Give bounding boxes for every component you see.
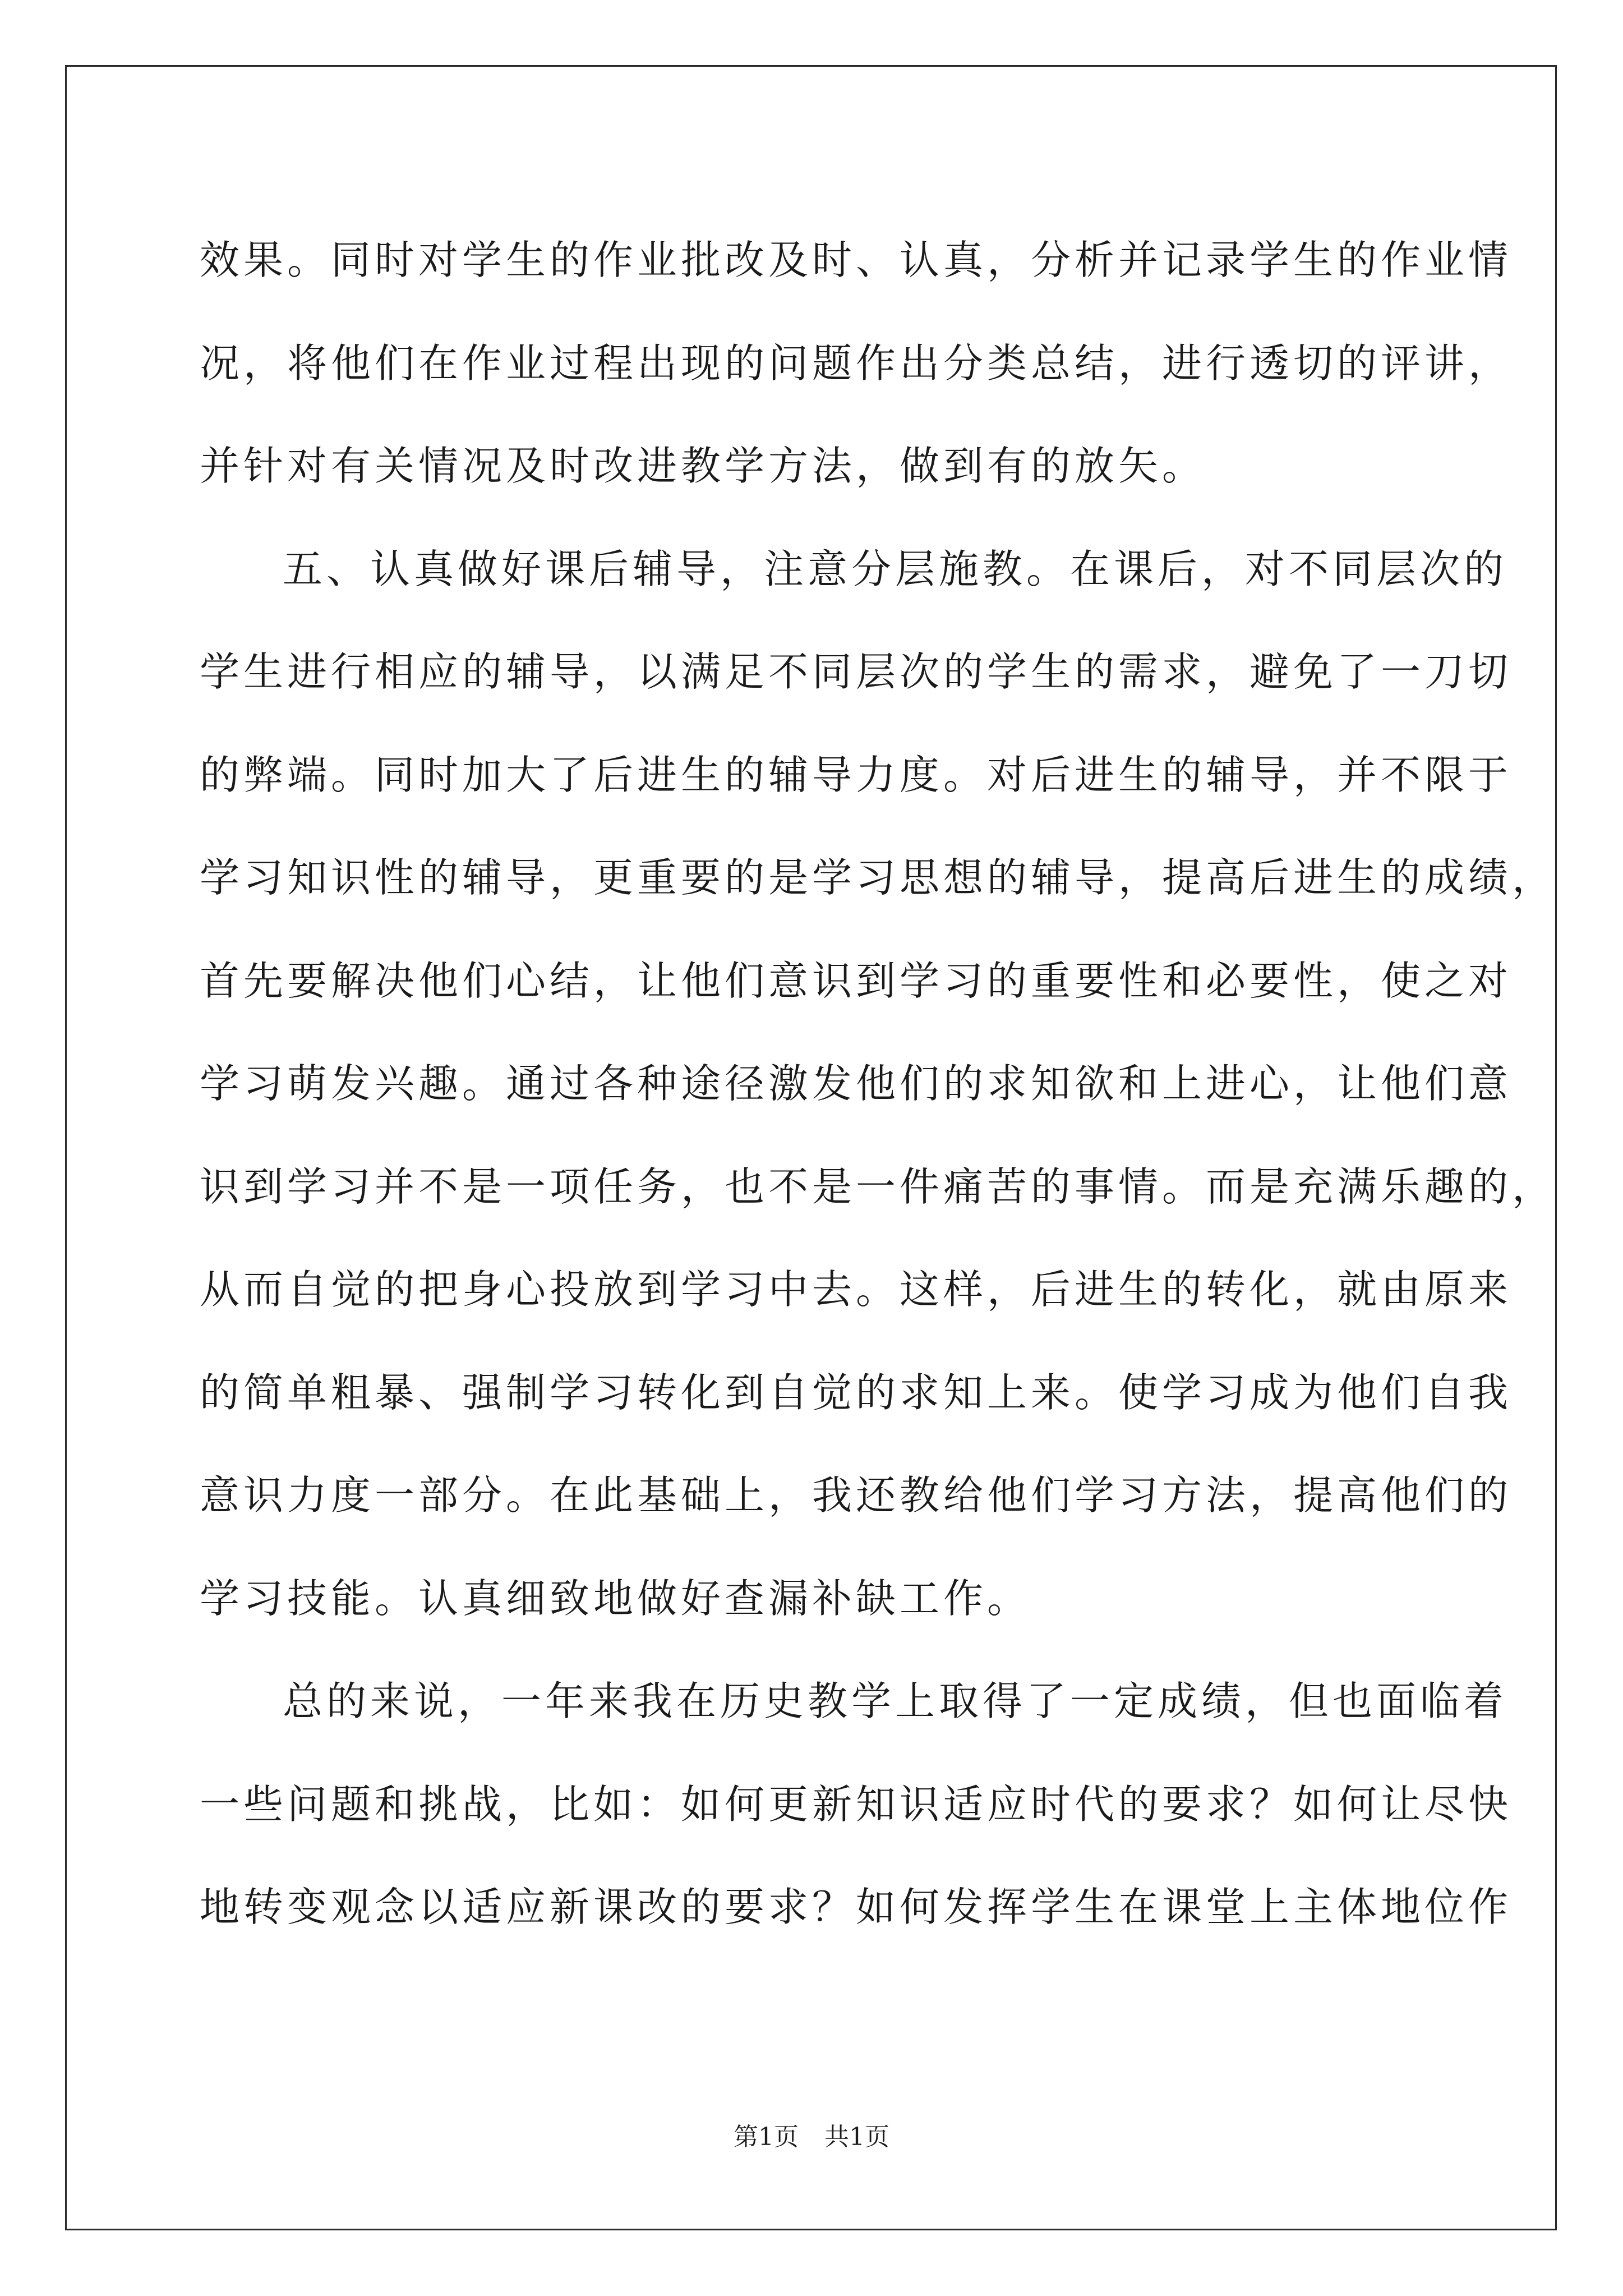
text-line: 一些问题和挑战，比如：如何更新知识适应时代的要求？如何让尽快 <box>200 1780 1513 1828</box>
text-line: 学习技能。认真细致地做好查漏补缺工作。 <box>200 1575 1031 1622</box>
text-line: 的简单粗暴、强制学习转化到自觉的求知上来。使学习成为他们自我 <box>200 1369 1513 1416</box>
paragraph-first-line: 五、认真做好课后辅导，注意分层施教。在课后，对不同层次的 <box>283 545 1508 592</box>
text-line: 意识力度一部分。在此基础上，我还教给他们学习方法，提高他们的 <box>200 1472 1513 1519</box>
text-line: 地转变观念以适应新课改的要求？如何发挥学生在课堂上主体地位作 <box>200 1884 1513 1930</box>
page-count: 共1页 <box>824 2123 889 2151</box>
page-number: 第1页 <box>734 2123 799 2151</box>
text-line: 学习知识性的辅导，更重要的是学习思想的辅导，提高后进生的成绩， <box>200 854 1556 901</box>
text-line: 的弊端。同时加大了后进生的辅导力度。对后进生的辅导，并不限于 <box>200 751 1513 798</box>
paragraph-first-line: 总的来说，一年来我在历史教学上取得了一定成绩，但也面临着 <box>283 1678 1508 1724</box>
text-line: 效果。同时对学生的作业批改及时、认真，分析并记录学生的作业情 <box>200 237 1513 283</box>
text-line: 并针对有关情况及时改进教学方法，做到有的放矢。 <box>200 443 1206 489</box>
text-line: 识到学习并不是一项任务，也不是一件痛苦的事情。而是充满乐趣的， <box>200 1163 1556 1210</box>
text-line: 学习萌发兴趣。通过各种途径激发他们的求知欲和上进心，让他们意 <box>200 1060 1513 1107</box>
text-line: 首先要解决他们心结，让他们意识到学习的重要性和必要性，使之对 <box>200 957 1513 1004</box>
text-line: 学生进行相应的辅导，以满足不同层次的学生的需求，避免了一刀切 <box>200 648 1513 695</box>
text-line: 况，将他们在作业过程出现的问题作出分类总结，进行透切的评讲， <box>200 339 1513 386</box>
page-footer <box>0 2120 1623 2154</box>
document-body <box>200 209 1556 1959</box>
text-line: 从而自觉的把身心投放到学习中去。这样，后进生的转化，就由原来 <box>200 1266 1513 1313</box>
